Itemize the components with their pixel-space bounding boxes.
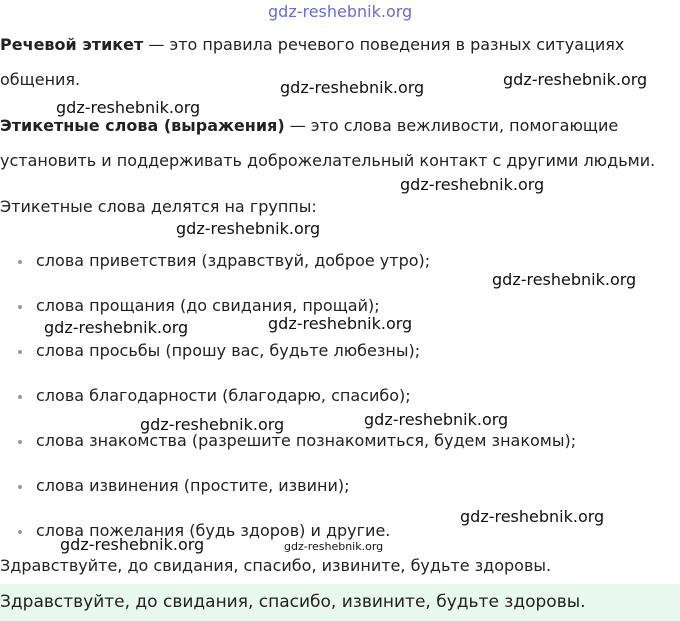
bullet-icon [18, 440, 22, 444]
definition-speech-etiquette-cont: общения. [0, 70, 81, 89]
watermark: gdz-reshebnik.org [56, 98, 201, 117]
term-speech-etiquette: Речевой этикет [0, 35, 144, 54]
watermark: gdz-reshebnik.org [140, 415, 285, 434]
definition-speech-etiquette [0, 35, 624, 55]
bullet-icon [18, 485, 22, 489]
watermark: gdz-reshebnik.org [60, 535, 205, 554]
list-item: слова благодарности (благодарю, спасибо); [36, 386, 411, 405]
example-line: Здравствуйте, до свидания, спасибо, извините, будьте здоровы. [0, 556, 552, 575]
list-item: слова приветствия (здравствуй, доброе утро); [36, 251, 431, 270]
bullet-icon [18, 530, 22, 534]
term-etiquette-words: Этикетные слова (выражения) [0, 116, 285, 135]
watermark-small: gdz-reshebnik.org [284, 540, 384, 553]
watermark: gdz-reshebnik.org [268, 314, 413, 333]
bullet-icon [18, 350, 22, 354]
list-item: слова просьбы (прошу вас, будьте любезны); [36, 341, 421, 360]
watermark: gdz-reshebnik.org [400, 175, 545, 194]
list-item: слова извинения (простите, извини); [36, 476, 350, 495]
definition-text: — это правила речевого поведения в разных ситуациях [143, 35, 625, 54]
answer-text: Здравствуйте, до свидания, спасибо, извините, будьте здоровы. [0, 592, 586, 612]
watermark: gdz-reshebnik.org [44, 318, 189, 337]
watermark: gdz-reshebnik.org [492, 270, 637, 289]
definition-etiquette-words-cont: установить и поддерживать доброжелательный контакт с другими людьми. [0, 151, 656, 170]
list-item: слова пожелания (будь здоров) и другие. [36, 521, 391, 540]
watermark-top: gdz-reshebnik.org [268, 2, 413, 21]
groups-intro: Этикетные слова делятся на группы: [0, 197, 317, 216]
list-item: слова знакомства (разрешите познакомиться, будем знакомы); [36, 431, 577, 450]
list-item: слова прощания (до свидания, прощай); [36, 296, 380, 315]
watermark: gdz-reshebnik.org [503, 70, 648, 89]
bullet-icon [18, 305, 22, 309]
definition-etiquette-words [0, 116, 618, 136]
watermark: gdz-reshebnik.org [460, 507, 605, 526]
answer-box [0, 584, 680, 621]
bullet-icon [18, 395, 22, 399]
watermark: gdz-reshebnik.org [280, 78, 425, 97]
bullet-icon [18, 260, 22, 264]
watermark: gdz-reshebnik.org [364, 410, 509, 429]
definition-text: — это слова вежливости, помогающие [284, 116, 619, 135]
watermark: gdz-reshebnik.org [176, 219, 321, 238]
